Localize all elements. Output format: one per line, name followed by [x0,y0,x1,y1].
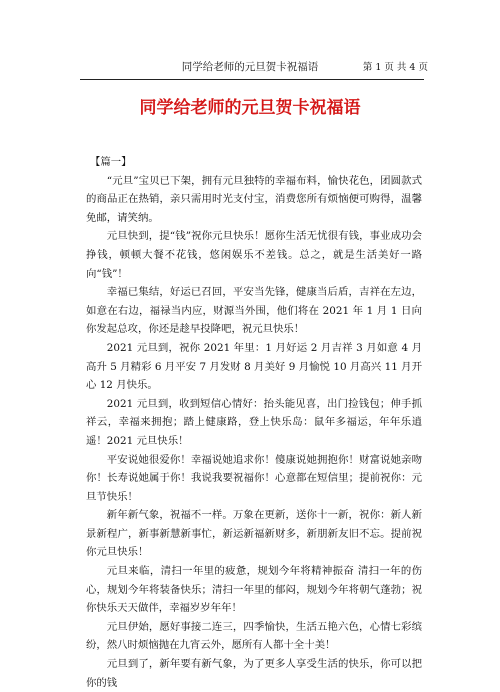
header-document-title: 同学给老师的元旦贺卡祝福语 [181,61,319,73]
paragraph-4: 2021 元旦到，祝你 2021 年里：1 月好运 2 月吉祥 3 月如意 4 月高升 5 月精彩 6 月平安 7 月发财 8 月美好 9 月愉悦 10 月高兴 11 月开心 12 月快乐。 [86,341,422,392]
paragraph-5: 2021 元旦到，收到短信心情好：抬头能见喜，出门捡钱包；伸手抓祥云，幸福来拥抱；踏上健康路，登上快乐岛：鼠年多福运，年年乐逍遥！2021 元旦快乐！ [86,397,422,447]
paragraph-10: 元旦到了，新年要有新气象，为了更多人享受生活的快乐，你可以把你的钱 [86,658,422,689]
paragraph-2: 元旦快到，提“钱”祝你元旦快乐！愿你生活无忧很有钱，事业成功会挣钱，顿顿大餐不花钱，悠闲娱乐不差钱。总之，就是生活美好一路向“钱”！ [86,230,422,280]
section-label: 【篇一】 [90,156,132,168]
paragraph-3: 幸福已集结，好运已召回，平安当先锋，健康当后盾，吉祥在左边，如意在右边，福禄当内应，财源当外围，他们将在 2021 年 1 月 1 日向你发起总攻，你还是趁早投降吧，祝元旦快乐！ [86,286,422,336]
paragraph-8: 元旦来临，清扫一年里的疲惫，规划今年将精神振奋 清扫一年的伤心，规划今年将装备快乐；清扫一年里的郁闷，规划今年将朝气蓬勃；祝你快乐天天做伴，幸福岁岁年年！ [86,565,422,615]
running-header [0,60,500,78]
paragraph-9: 元旦伊始，愿好事接二连三，四季愉快，生活五艳六色，心情七彩缤纷，然八时烦恼抛在九宵云外，愿所有人都十全十美！ [86,620,422,652]
paragraph-6: 平安说她很爱你！幸福说她追求你！傻康说她拥抱你！财富说她亲吻你！长寿说她属于你！我说我要祝福你！心意都在短信里；提前祝你：元旦节快乐！ [86,453,422,503]
document-title: 同学给老师的元旦贺卡祝福语 [139,98,361,118]
header-page-number: 第 1 页 共 4 页 [362,62,428,73]
document-body [86,153,422,692]
paragraph-1: “元旦”宝贝已下架，拥有元旦独特的幸福布料，愉快花色，团圆款式的商品正在热销，亲只需用时光支付宝，消费您所有烦恼便可购得，温馨免邮，请笑纳。 [86,174,422,224]
header-divider [80,79,424,80]
paragraph-7: 新年新气象，祝福不一样。万象在更新，送你十一新，祝你：新人新景新程广，新事新慧新事忙，新运新福新财多，新朋新友旧不忘。提前祝你元旦快乐！ [86,509,422,559]
